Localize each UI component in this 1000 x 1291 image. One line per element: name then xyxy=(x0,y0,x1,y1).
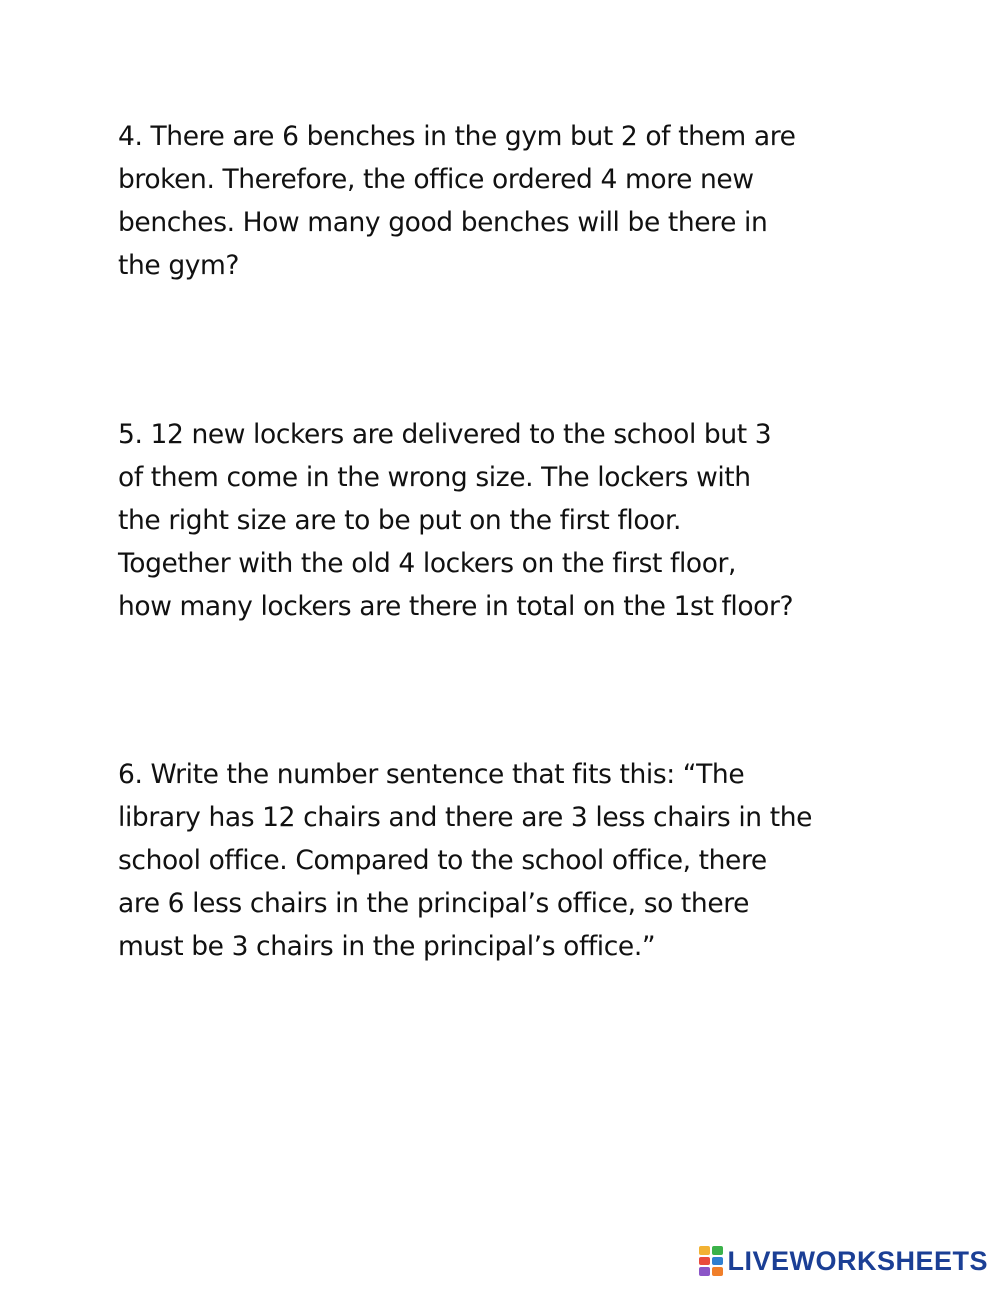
problem-line: library has 12 chairs and there are 3 less chairs in the xyxy=(118,802,813,833)
problem-line: the right size are to be put on the first floor. xyxy=(118,505,682,536)
problem-line: Together with the old 4 lockers on the first floor, xyxy=(118,548,737,579)
problem-line: 5. 12 new lockers are delivered to the school but 3 xyxy=(118,419,772,450)
problem-line: how many lockers are there in total on the 1st floor? xyxy=(118,591,794,622)
problem-4 xyxy=(118,115,888,287)
logo-block xyxy=(699,1246,710,1255)
liveworksheets-logo xyxy=(699,1241,988,1281)
logo-block xyxy=(712,1246,723,1255)
problem-line: of them come in the wrong size. The lockers with xyxy=(118,462,751,493)
problem-6 xyxy=(118,753,888,968)
logo-block xyxy=(712,1257,723,1266)
problem-line: 4. There are 6 benches in the gym but 2 of them are xyxy=(118,121,796,152)
logo-text: LIVEWORKSHEETS xyxy=(727,1245,988,1276)
problem-5 xyxy=(118,413,888,628)
problem-line: 6. Write the number sentence that fits this: “The xyxy=(118,759,745,790)
liveworksheets-logo-icon xyxy=(699,1246,723,1276)
problem-line: school office. Compared to the school office, there xyxy=(118,845,767,876)
logo-block xyxy=(699,1257,710,1266)
logo-block xyxy=(699,1267,710,1276)
problem-line: broken. Therefore, the office ordered 4 more new xyxy=(118,164,754,195)
problem-line: the gym? xyxy=(118,250,240,281)
problem-line: must be 3 chairs in the principal’s office.” xyxy=(118,931,656,962)
problem-line: are 6 less chairs in the principal’s office, so there xyxy=(118,888,750,919)
logo-block xyxy=(712,1267,723,1276)
problem-line: benches. How many good benches will be there in xyxy=(118,207,768,238)
